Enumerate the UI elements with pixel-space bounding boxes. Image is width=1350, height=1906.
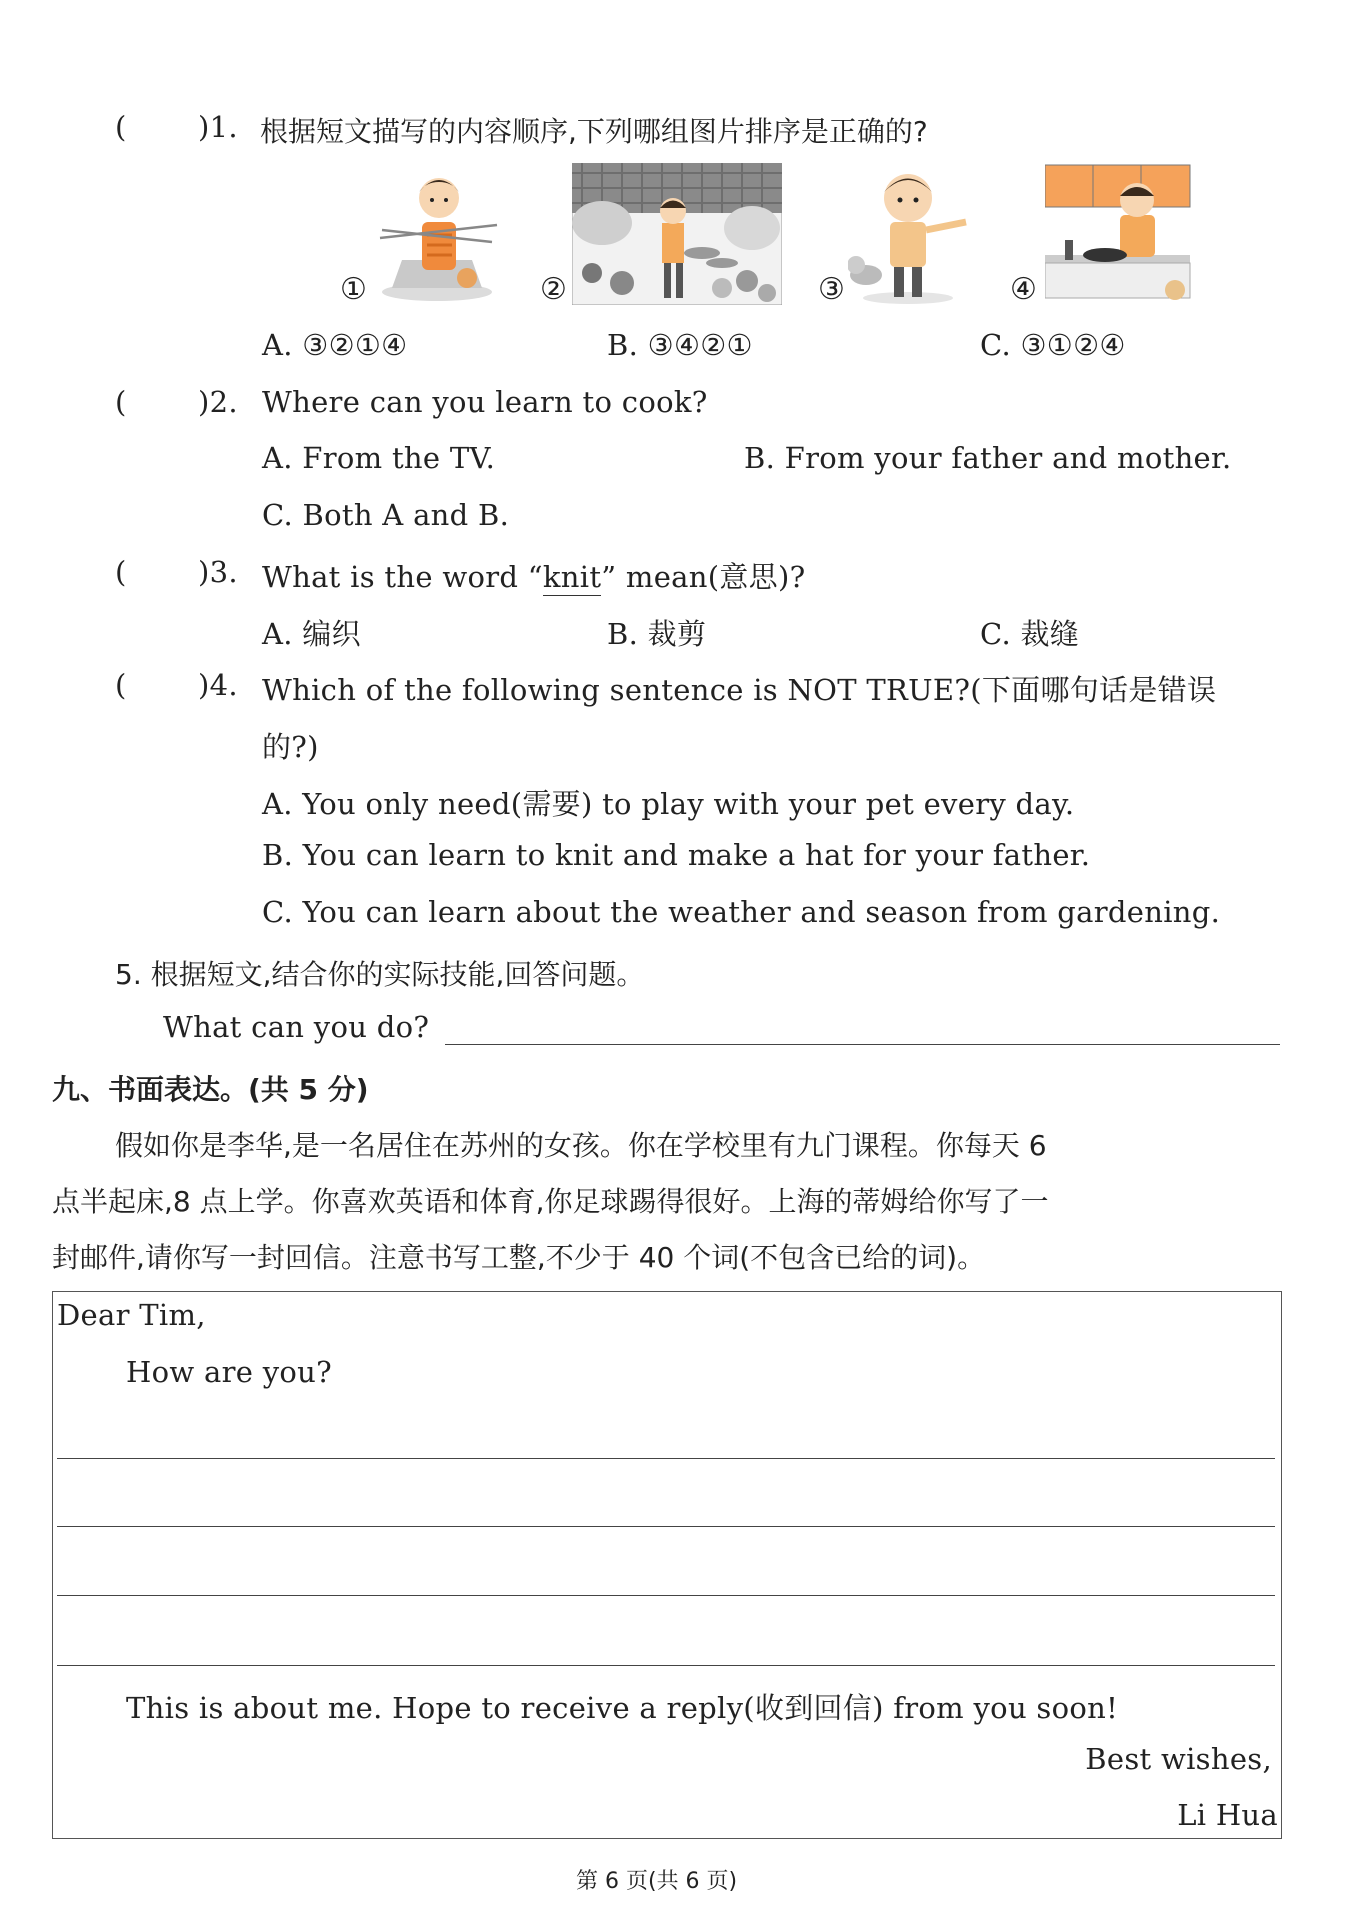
answer-paren-open-2: ( [115, 385, 127, 419]
q2-option-a: A. From the TV. [262, 441, 496, 475]
picture-boy-knitting [372, 160, 502, 305]
letter-sign-off: Best wishes, [1085, 1742, 1272, 1776]
picture-boy-cooking [1045, 160, 1195, 305]
q4-option-b: B. You can learn to knit and make a hat for your father. [262, 838, 1091, 872]
q3-option-b: B. 裁剪 [607, 617, 707, 651]
picture-boy-gardening [572, 163, 782, 305]
page-footer: 第 6 页(共 6 页) [576, 1869, 738, 1894]
question-number-3: )3. [198, 555, 238, 589]
question-3-text [262, 555, 805, 596]
q2-option-c: C. Both A and B. [262, 498, 510, 532]
answer-paren-open-1: ( [115, 110, 127, 144]
writing-line-3[interactable] [57, 1595, 1275, 1596]
question-4-text-line1: Which of the following sentence is NOT TRUE?(下面哪句话是错误 [262, 673, 1217, 707]
writing-line-2[interactable] [57, 1526, 1275, 1527]
section-9-paragraph-line2: 点半起床,8 点上学。你喜欢英语和体育,你足球踢得很好。上海的蒂姆给你写了一 [52, 1185, 1049, 1218]
writing-line-4[interactable] [57, 1665, 1275, 1666]
answer-paren-open-4: ( [115, 668, 127, 702]
q3-keyword: knit [542, 560, 602, 594]
picture-label-2: ② [540, 272, 567, 307]
q4-option-c: C. You can learn about the weather and season from gardening. [262, 895, 1221, 929]
question-1-text: 根据短文描写的内容顺序,下列哪组图片排序是正确的? [260, 115, 928, 148]
question-2-text: Where can you learn to cook? [262, 385, 708, 419]
section-9-heading: 九、书面表达。(共 5 分) [52, 1073, 369, 1106]
answer-line-q5[interactable] [445, 1044, 1280, 1045]
letter-closing-line: This is about me. Hope to receive a reply(收到回信) from you soon! [126, 1691, 1119, 1725]
answer-paren-open-3: ( [115, 555, 127, 589]
picture-boy-with-dog [848, 160, 978, 305]
q3-option-c: C. 裁缝 [980, 617, 1080, 651]
q1-option-a: A. ③②①④ [262, 328, 408, 362]
q1-option-b: B. ③④②① [607, 328, 753, 362]
section-9-paragraph-line3: 封邮件,请你写一封回信。注意书写工整,不少于 40 个词(不包含已给的词)。 [52, 1241, 986, 1274]
question-5-text: 5. 根据短文,结合你的实际技能,回答问题。 [115, 958, 645, 991]
letter-signature: Li Hua [1177, 1798, 1278, 1832]
q4-option-a: A. You only need(需要) to play with your pet every day. [262, 787, 1075, 821]
writing-line-1[interactable] [57, 1458, 1275, 1459]
picture-label-3: ③ [818, 272, 845, 307]
q3-text-before: What is the word “ [262, 560, 543, 594]
q1-option-c: C. ③①②④ [980, 328, 1126, 362]
q3-text-after: ” mean(意思)? [601, 560, 806, 594]
picture-label-1: ① [340, 272, 367, 307]
q3-option-a: A. 编织 [262, 617, 361, 651]
question-number-1: )1. [198, 110, 238, 144]
question-4-text-line2: 的?) [262, 730, 319, 764]
picture-label-4: ④ [1010, 272, 1037, 307]
question-number-2: )2. [198, 385, 238, 419]
letter-opening: How are you? [126, 1355, 332, 1389]
letter-greeting: Dear Tim, [57, 1298, 206, 1332]
section-9-paragraph-line1: 假如你是李华,是一名居住在苏州的女孩。你在学校里有九门课程。你每天 6 [115, 1129, 1047, 1162]
q2-option-b: B. From your father and mother. [744, 441, 1232, 475]
question-5-prompt: What can you do? [163, 1010, 430, 1044]
question-number-4: )4. [198, 668, 238, 702]
